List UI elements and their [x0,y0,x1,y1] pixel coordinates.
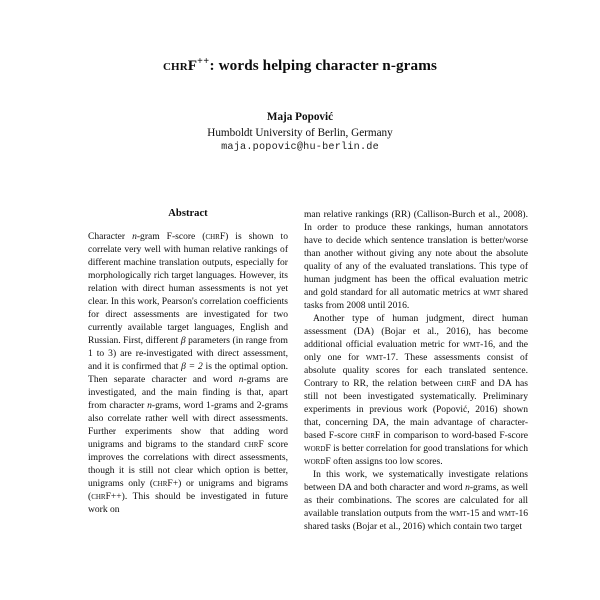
rc-p2-text-7: often assigns too low scores. [330,456,443,467]
intro-paragraph-3 [304,468,528,533]
page-title [60,56,540,75]
rc-p3-wmt16: wmt [498,508,516,519]
abs-text-4: parameters (in range from 1 to 3) are re-investigated with direct assessment, and it is confirmed that [88,334,288,372]
rc-p1-text-2: shared tasks from 2008 until 2016. [304,287,528,311]
abs-text-3: ) is shown to correlate very well with human relative rankings of different machine translation outputs, especially for morphologically rich target languages. However, its relation with direct human assessments is not yet clear. In this work, Pearson's correlation coefficients for direct assessments are investigated for two currently available target languages, English and Russian. First, different [88,230,288,346]
rc-p2-text-1: Another type of human judgment, direct human assessment (DA) (Bojar et al., 2016), has become additional official evaluation metric for [304,313,528,350]
rc-p2-text-3: -17. These assessments consist of absolute quality scores for each translated sentence. Contrary to RR, the relation between [304,352,528,389]
rc-p3-text-1: In this work, we systematically investigate relations between DA and both character and word [304,469,528,493]
rc-p2-text-4: and DA has still not been investigated systematically. Preliminary experiments in previous work (Popović, 2016) shown that, concerning DA, the main advantage of character-based F-score [304,378,528,441]
abs-chrf-1: chrF [205,230,226,242]
rc-p2-text-2: -16, and the only one for [304,339,528,363]
left-column [88,208,288,516]
rc-p2-wmt16: wmt [463,339,481,350]
author-email[interactable]: maja.popovic@hu-berlin.de [221,142,379,153]
rc-p2-wordf-2: wordF [304,456,331,467]
abs-chrf-2: chrF [244,438,264,450]
abs-text-6: -grams are investigated, and the main finding is that, apart from character [88,373,288,411]
rc-p3-text-2: -grams, as well as their combinations. The scores are calculated for all available translation outputs from the [304,482,528,519]
intro-paragraph-2 [304,312,528,468]
title-chrf-smallcaps: chrF [163,57,198,75]
rc-p1-wmt: wmt [483,287,501,298]
abs-text-8: score improves the correlations with direct assessments, though it is still not clear which option is better, unigrams only ( [88,438,289,489]
author-affiliation: Humboldt University of Berlin, Germany [207,127,393,139]
rc-p2-wmt17: wmt [365,352,383,363]
abs-beta-2: β = 2 [181,360,203,372]
rc-p3-text-4: -16 shared tasks (Bojar et al., 2016) which contain two target [304,508,528,532]
abstract-heading: Abstract [168,208,208,219]
abs-chrf-plus: chrF+ [153,477,179,489]
rc-p3-italic-n: n [465,482,470,493]
rc-p3-text-3: -15 and [466,508,499,519]
abs-text-9: ) or unigrams and bigrams ( [88,477,288,502]
right-column [304,208,528,533]
rc-p1-text-1: man relative rankings (RR) (Callison-Burch et al., 2008). In order to produce these rankings, human annotators have to decide which sentence translation is better/worse than another without giving any note about the absolute quality of any of the evaluated translations. This type of human judgment has been the offical evaluation metric and gold standard for all automatic metrics at [304,209,528,298]
title-rest: : words helping character n-grams [209,57,437,75]
abs-italic-n-1: n [132,230,137,242]
abs-text-7: -grams, word 1-grams and 2-grams also correlate rather well with direct assessments. Further experiments show that adding word unigrams and bigrams to the standard [88,399,288,450]
rc-p2-wordf-1: wordF [304,443,331,454]
abs-chrf-plusplus: chrF++ [91,490,122,502]
intro-paragraph-continued [304,208,528,312]
abs-text-10: ). This should be investigated in future work on [88,490,288,515]
abs-beta-1: β [180,334,186,346]
abs-italic-n-2: n [238,373,244,385]
rc-p3-wmt15: wmt [449,508,467,519]
rc-p2-chrf-2: chrF [360,430,381,441]
rc-p2-text-6: is better correlation for good translations for which [330,443,528,454]
abs-text-2: -gram F-score ( [136,230,206,242]
title-superscript: ++ [197,56,210,67]
rc-p2-text-5: in comparison to word-based F-score [380,430,528,441]
abs-text-5: is the optimal option. Then separate character and word [88,360,288,385]
abs-text-1: Character [88,230,133,242]
abs-italic-n-3: n [147,399,152,411]
abstract-paragraph [88,230,288,516]
rc-p2-chrf-1: chrF [456,378,477,389]
author-name: Maja Popović [266,111,334,123]
